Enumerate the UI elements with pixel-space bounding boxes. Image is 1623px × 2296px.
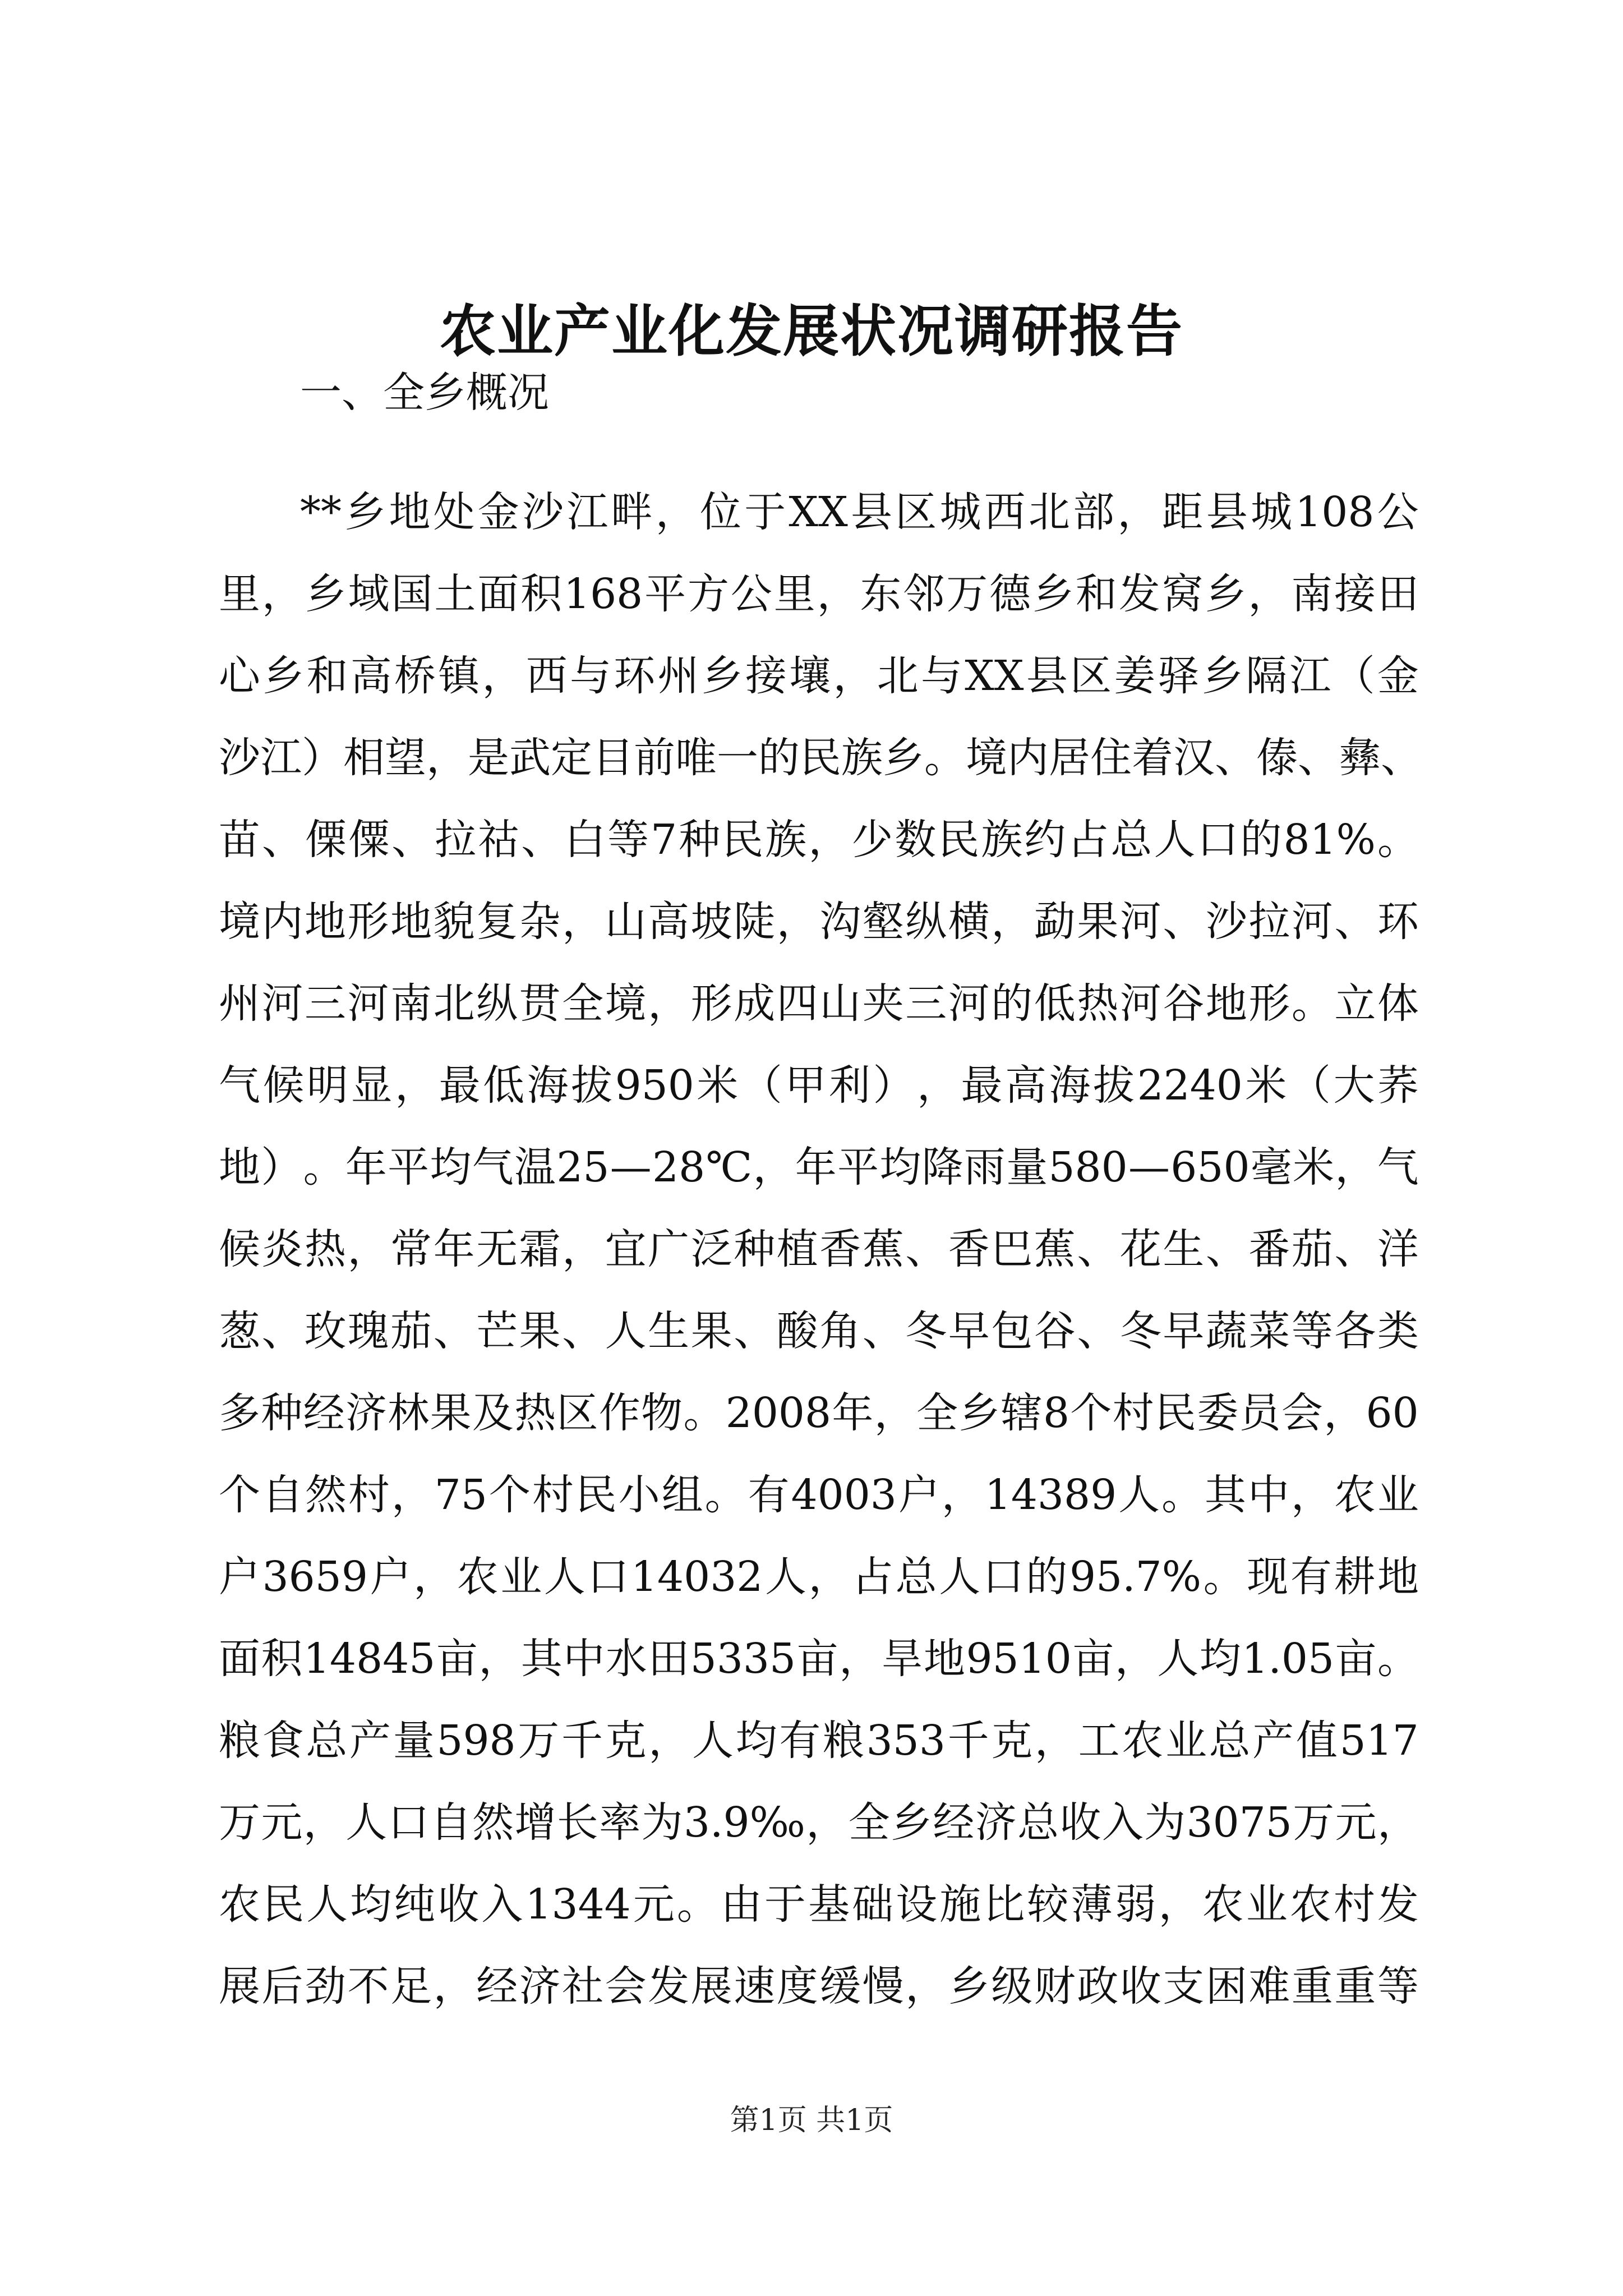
paragraph-line: 苗 、 傈 僳 、 拉 祜 、 白 等 7 种 民 族 ， 少 数 民 族 约 占 总 人 口 的 81% 。: [219, 816, 1419, 864]
paragraph-line: 候 炎 热 ， 常 年 无 霜 ， 宜 广 泛 种 植 香 蕉 、 香 巴 蕉 、 花 生 、 番 茄 、 洋: [219, 1225, 1419, 1273]
paragraph-line: 沙 江 ） 相 望 ， 是 武 定 目 前 唯 一 的 民 族 乡 。 境 内 居 住 着 汉 、 傣 、 彝 、: [219, 734, 1422, 782]
paragraph-line: 心 乡 和 高 桥 镇 ， 西 与 环 州 乡 接 壤 ， 北 与 XX 县 区 姜 驿 乡 隔 江 （ 金: [219, 652, 1419, 700]
paragraph-line: 州 河 三 河 南 北 纵 贯 全 境 ， 形 成 四 山 夹 三 河 的 低 热 河 谷 地 形 。 立 体: [219, 979, 1419, 1028]
paragraph-line: 万 元 ， 人 口 自 然 增 长 率 为 3.9‰ ， 全 乡 经 济 总 收 入 为 3075 万 元 ，: [219, 1798, 1419, 1847]
paragraph-line: 境 内 地 形 地 貌 复 杂 ， 山 高 坡 陡 ， 沟 壑 纵 横 ， 勐 果 河 、 沙 拉 河 、 环: [219, 898, 1419, 946]
paragraph-line: 农 民 人 均 纯 收 入 1344 元 。 由 于 基 础 设 施 比 较 薄 弱 ， 农 业 农 村 发: [219, 1880, 1419, 1929]
paragraph-line: 个 自 然 村 ， 75 个 村 民 小 组 。 有 4003 户 ， 14389 人 。 其 中 ， 农 业: [219, 1471, 1419, 1519]
paragraph-line: ** 乡 地 处 金 沙 江 畔 ， 位 于 XX 县 区 城 西 北 部 ， 距 县 城 108 公: [300, 488, 1419, 536]
paragraph-line: 展 后 劲 不 足 ， 经 济 社 会 发 展 速 度 缓 慢 ， 乡 级 财 政 收 支 困 难 重 重 等: [219, 1962, 1419, 2010]
paragraph-line: 地 ） 。 年 平 均 气 温 25 — 28 ℃ ， 年 平 均 降 雨 量 580 — 650 毫 米 ， 气: [219, 1143, 1419, 1191]
page-title: 农业产业化发展状况调研报告: [440, 298, 1183, 364]
paragraph-line: 户 3659 户 ， 农 业 人 口 14032 人 ， 占 总 人 口 的 95.7% 。 现 有 耕 地: [219, 1553, 1419, 1601]
paragraph-line: 粮 食 总 产 量 598 万 千 克 ， 人 均 有 粮 353 千 克 ， 工 农 业 总 产 值 517: [219, 1717, 1419, 1765]
section-heading: 一、全乡概况: [300, 369, 549, 417]
body-paragraph: [219, 471, 1422, 2027]
paragraph-line: 葱 、 玫 瑰 茄 、 芒 果 、 人 生 果 、 酸 角 、 冬 早 包 谷 、 冬 早 蔬 菜 等 各 类: [219, 1307, 1419, 1355]
paragraph-line: 气 候 明 显 ， 最 低 海 拔 950 米 （ 甲 利 ） ， 最 高 海 拔 2240 米 （ 大 荞: [219, 1061, 1419, 1110]
paragraph-line: 多 种 经 济 林 果 及 热 区 作 物 。 2008 年 ， 全 乡 辖 8 个 村 民 委 员 会 ， 60: [219, 1389, 1419, 1437]
paragraph-line: 面 积 14845 亩 ， 其 中 水 田 5335 亩 ， 旱 地 9510 亩 ， 人 均 1.05 亩 。: [219, 1635, 1419, 1683]
page-number-footer: 第1页 共1页: [730, 2104, 893, 2137]
paragraph-line: 里 ， 乡 域 国 土 面 积 168 平 方 公 里 ， 东 邻 万 德 乡 和 发 窝 乡 ， 南 接 田: [219, 570, 1419, 618]
